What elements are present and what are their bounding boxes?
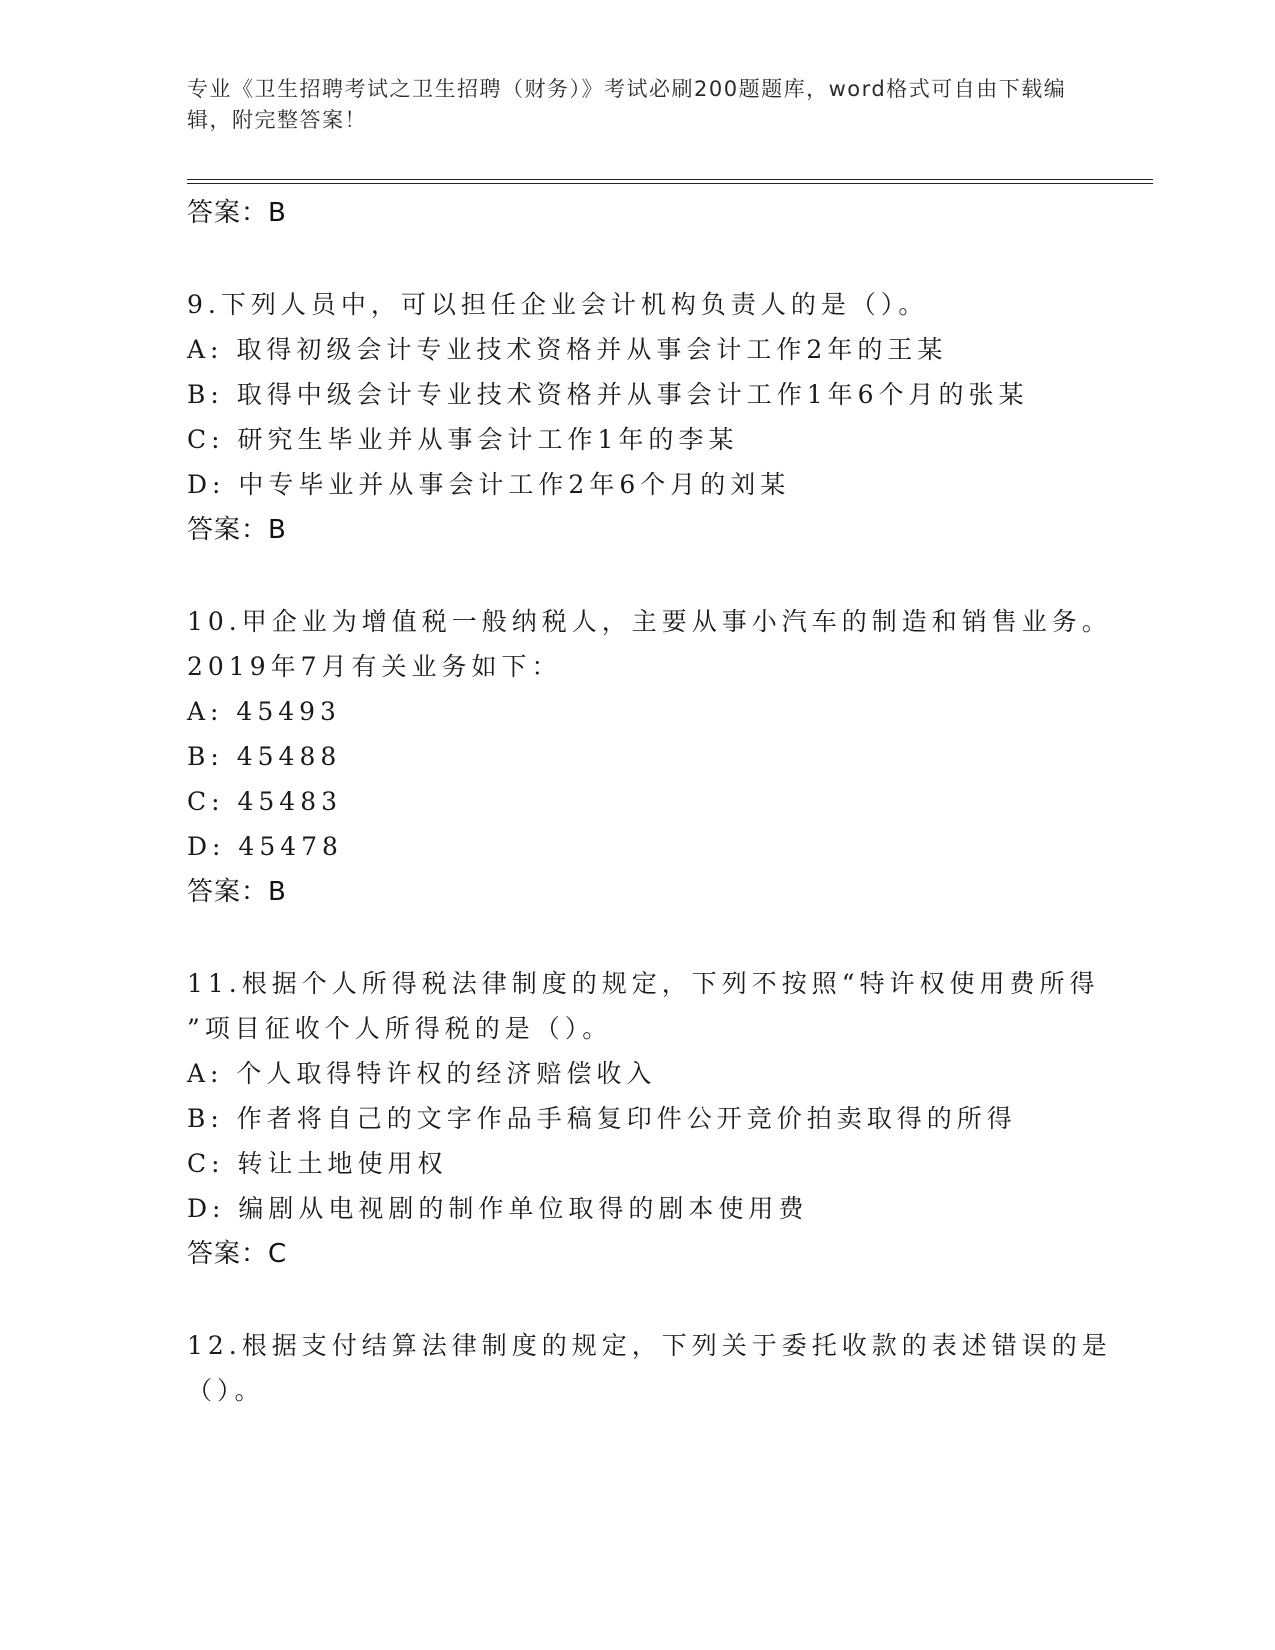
question-list: [187, 190, 1112, 1413]
option-b: B: 作者将自己的文字作品手稿复印件公开竞价拍卖取得的所得: [187, 1104, 1017, 1133]
question-block: [187, 961, 1100, 1277]
option-c: C: 研究生毕业并从事会计工作1年的李某: [187, 425, 739, 454]
option-d: D: 中专毕业并从事会计工作2年6个月的刘某: [187, 470, 791, 499]
option-c: C: 转让土地使用权: [187, 1149, 448, 1178]
question-stem: 11.根据个人所得税法律制度的规定，下列不按照“特许权使用费所得: [187, 969, 1100, 998]
question-stem: 12.根据支付结算法律制度的规定，下列关于委托收款的表述错误的是: [187, 1331, 1112, 1360]
option-b: B: 45488: [187, 742, 342, 771]
document-header: 专业《卫生招聘考试之卫生招聘（财务）》考试必刷200题题库，word格式可自由下载编辑，附完整答案！: [187, 77, 1067, 132]
question-stem-continued: ”项目征收个人所得税的是（）。: [187, 1014, 613, 1043]
answer-line: 答案：C: [187, 1239, 288, 1269]
option-d: D: 编剧从电视剧的制作单位取得的剧本使用费: [187, 1194, 809, 1223]
question-block: [187, 1323, 1112, 1413]
spacer: [187, 553, 1087, 599]
spacer: [187, 236, 1087, 282]
question-stem-continued: 2019年7月有关业务如下：: [187, 652, 562, 681]
answer-line: 答案：B: [187, 877, 287, 907]
answer-line: 答案：B: [187, 515, 287, 545]
option-a: A: 个人取得特许权的经济赔偿收入: [187, 1059, 657, 1088]
question-stem: 10.甲企业为增值税一般纳税人，主要从事小汽车的制造和销售业务。: [187, 607, 1112, 636]
question-stem-continued: （）。: [187, 1376, 265, 1405]
spacer: [187, 1277, 1087, 1323]
question-block: [187, 599, 1112, 915]
option-c: C: 45483: [187, 787, 343, 816]
option-b: B: 取得中级会计专业技术资格并从事会计工作1年6个月的张某: [187, 380, 1029, 409]
answer-line: 答案：B: [187, 198, 287, 228]
header-rule-bottom: [187, 183, 1153, 184]
option-a: A: 取得初级会计专业技术资格并从事会计工作2年的王某: [187, 335, 948, 364]
option-a: A: 45493: [187, 697, 341, 726]
option-d: D: 45478: [187, 832, 343, 861]
question-stem: 9.下列人员中，可以担任企业会计机构负责人的是（）。: [187, 290, 929, 319]
question-block: [187, 282, 1087, 553]
spacer: [187, 915, 1087, 961]
header-rule-top: [187, 179, 1153, 180]
